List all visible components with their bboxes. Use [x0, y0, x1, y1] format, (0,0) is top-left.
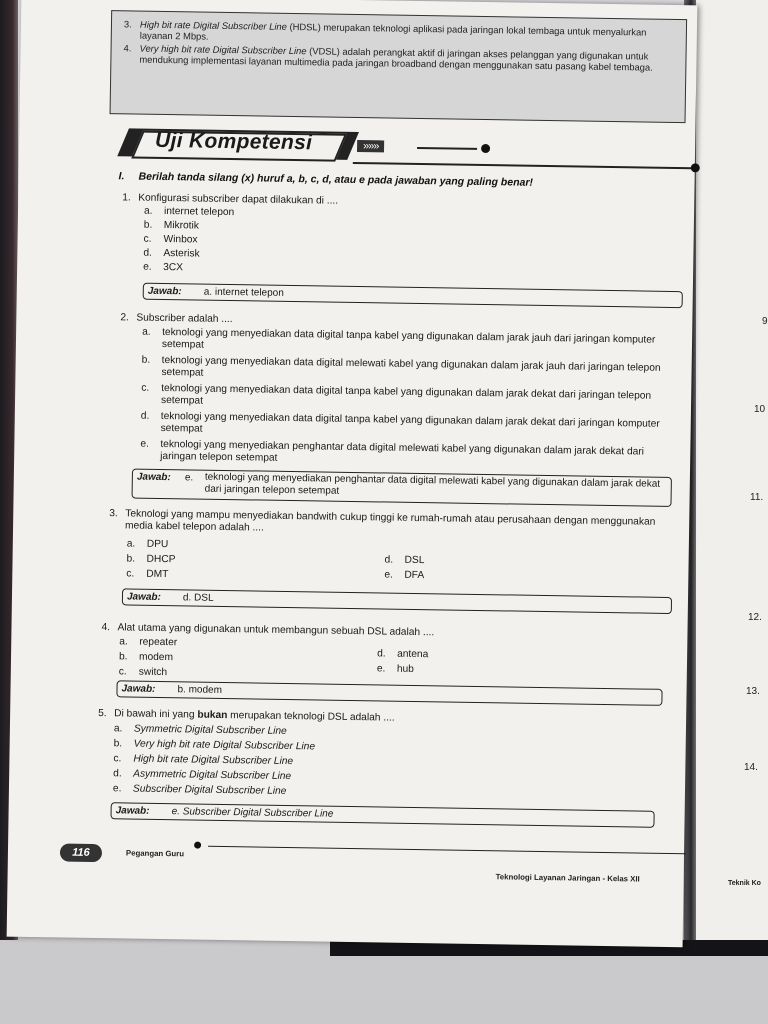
option-text: hub [396, 663, 414, 675]
question-number: 2. [120, 312, 129, 324]
option-text: Mikrotik [163, 219, 199, 232]
question-text: Teknologi yang mampu menyediakan bandwith cukup tinggi ke rumah-rumah atau perusahaan dengan menggunakan media kabel telepon adalah .... [125, 508, 656, 534]
option-letter: b. [118, 651, 128, 663]
question-text: Konfigurasi subscriber dapat dilakukan di .... [138, 192, 339, 207]
option-letter: a. [142, 326, 151, 338]
right-page [696, 0, 768, 955]
note-term: Very high bit rate Digital Subscriber Line [139, 42, 307, 57]
answer-box [110, 802, 654, 828]
instruction-text: Berilah tanda silang (x) huruf a, b, c, d, atau e pada jawaban yang paling benar! [138, 170, 534, 189]
option-letter: b. [126, 553, 136, 565]
question-2 [118, 312, 691, 507]
page-number-badge: 116 [60, 843, 102, 862]
note-term: High bit rate Digital Subscriber Line [139, 18, 287, 32]
option-text: repeater [139, 636, 178, 649]
bullet-dot-icon [194, 842, 201, 849]
note-text: (HDSL) merupakan teknologi aplikasi pada jaringan lokal tembaga untuk menyalurkan layanan 2 Mbps. [139, 20, 647, 42]
option-text: DPU [146, 538, 169, 551]
answer-value: a. internet telepon [203, 286, 284, 299]
option-letter: b. [113, 738, 123, 750]
footer-book-label: Pegangan Guru [125, 848, 185, 859]
option-text: DHCP [146, 553, 176, 566]
option-letter: c. [141, 382, 150, 394]
option-letter: c. [126, 568, 135, 580]
answer-value: d. DSL [182, 592, 214, 604]
option-text: switch [138, 666, 168, 679]
option-text: Asymmetric Digital Subscriber Line [133, 768, 292, 783]
section-title: Uji Kompetensi [154, 128, 313, 155]
answer-box [132, 469, 672, 507]
left-page [7, 0, 698, 947]
note-text: (VDSL) adalah perangkat aktif di jaringan akses pelanggan yang digunakan untuk mendukung implementasi layanan multimedia pada jaringan broadband dengan menggunakan satu pasang kabel tembaga. [139, 45, 653, 73]
option-letter: e. [140, 438, 149, 450]
question-text-post: merupakan teknologi DSL adalah .... [227, 710, 395, 724]
option-letter: c. [143, 233, 152, 245]
option-text: teknologi yang menyediakan data digital tanpa kabel yang digunakan dalam jarak dekat dari jaringan komputer setempat [160, 410, 660, 435]
question-text: Alat utama yang digunakan untuk membangun sebuah DSL adalah .... [117, 622, 435, 639]
instruction-number: I. [118, 170, 125, 183]
option-text: Winbox [163, 233, 198, 246]
option-text: Asterisk [163, 247, 200, 260]
question-number: 5. [98, 708, 107, 720]
question-number: 4. [101, 622, 111, 634]
right-page-footer: Teknik Ko [728, 880, 761, 887]
right-page-number: 12. [748, 612, 762, 623]
option-letter: b. [143, 219, 153, 231]
right-page-number: 14. [744, 762, 758, 773]
question-4 [100, 622, 671, 717]
option-text: Subscriber Digital Subscriber Line [132, 783, 287, 797]
answer-label: Jawab: [147, 285, 182, 298]
answer-letter: e. [184, 472, 194, 484]
right-page-number: 9 [762, 316, 768, 327]
section-banner [117, 116, 688, 165]
option-letter: c. [118, 666, 127, 678]
footer-book-title: Teknologi Layanan Jaringan - Kelas XII [495, 872, 640, 884]
note-number: 3. [123, 18, 132, 30]
bullet-dot-icon [481, 144, 490, 153]
question-number: 1. [122, 192, 131, 204]
chevron-right-icon: »»» [357, 140, 385, 152]
option-letter: e. [376, 663, 386, 675]
answer-box [143, 283, 683, 308]
option-text: 3CX [163, 261, 184, 274]
banner-divider [417, 147, 477, 150]
answer-label: Jawab: [126, 591, 161, 603]
option-text: teknologi yang menyediakan data digital tanpa kabel yang digunakan dalam jarak dekat dari jaringan telepon setempat [160, 382, 652, 407]
option-letter: d. [140, 410, 150, 422]
option-letter: a. [143, 205, 153, 217]
answer-box [116, 680, 662, 706]
question-5 [96, 708, 668, 845]
question-1 [121, 192, 683, 317]
answer-box [122, 588, 672, 614]
option-text: teknologi yang menyediakan penghantar data digital melewati kabel yang digunakan dalam jarak dekat dari jaringan telepon setempat [160, 438, 645, 464]
option-letter: e. [143, 261, 152, 273]
option-letter: e. [384, 569, 393, 581]
footer-rule [208, 846, 686, 855]
bullet-dot-icon [691, 163, 700, 172]
answer-label: Jawab: [136, 471, 171, 484]
option-text: teknologi yang menyediakan data digital melewati kabel yang digunakan dalam jarak jauh dari jaringan telepon setempat [161, 354, 661, 379]
option-text: modem [138, 651, 174, 664]
right-page-number: 10 [754, 404, 766, 415]
answer-value: e. Subscriber Digital Subscriber Line [171, 806, 334, 820]
right-page-number: 13. [746, 686, 760, 697]
note-number: 4. [123, 42, 132, 54]
option-letter: b. [141, 354, 151, 366]
question-text-pre: Di bawah ini yang [114, 708, 198, 721]
question-text: Subscriber adalah .... [136, 312, 233, 326]
option-letter: e. [112, 783, 122, 795]
option-text: High bit rate Digital Subscriber Line [133, 753, 294, 768]
note-box [110, 10, 688, 123]
option-text: antena [397, 648, 429, 661]
option-text: DFA [404, 569, 425, 582]
option[interactable] [142, 326, 682, 351]
option-letter: d. [384, 554, 394, 566]
answer-label: Jawab: [121, 683, 156, 695]
option-text: internet telepon [163, 205, 235, 219]
answer-label: Jawab: [115, 805, 150, 817]
option-letter: c. [113, 753, 122, 765]
answer-value: b. modem [177, 684, 223, 696]
option-text: teknologi yang menyediakan data digital tanpa kabel yang digunakan dalam jarak jauh dari jaringan komputer setempat [161, 326, 656, 351]
option-text: DSL [404, 554, 425, 567]
option-text: Very high bit rate Digital Subscriber Line [133, 738, 316, 753]
option-letter: d. [113, 768, 122, 780]
right-page-number: 11. [750, 492, 764, 503]
option-letter: a. [119, 636, 128, 648]
question-text-emphasis: bukan [197, 709, 228, 722]
banner-underline [353, 162, 693, 169]
question-number: 3. [109, 508, 118, 520]
answer-value: teknologi yang menyediakan penghantar data digital melewati kabel yang digunakan dalam jarak dekat dari jaringan telepon setempat [204, 471, 661, 497]
option-letter: a. [113, 723, 123, 735]
question-3 [108, 508, 680, 627]
option-letter: d. [377, 648, 386, 660]
option-letter: d. [143, 247, 152, 259]
option-letter: a. [126, 538, 136, 550]
option-text: DMT [146, 568, 169, 581]
option-text: Symmetric Digital Subscriber Line [133, 723, 287, 737]
